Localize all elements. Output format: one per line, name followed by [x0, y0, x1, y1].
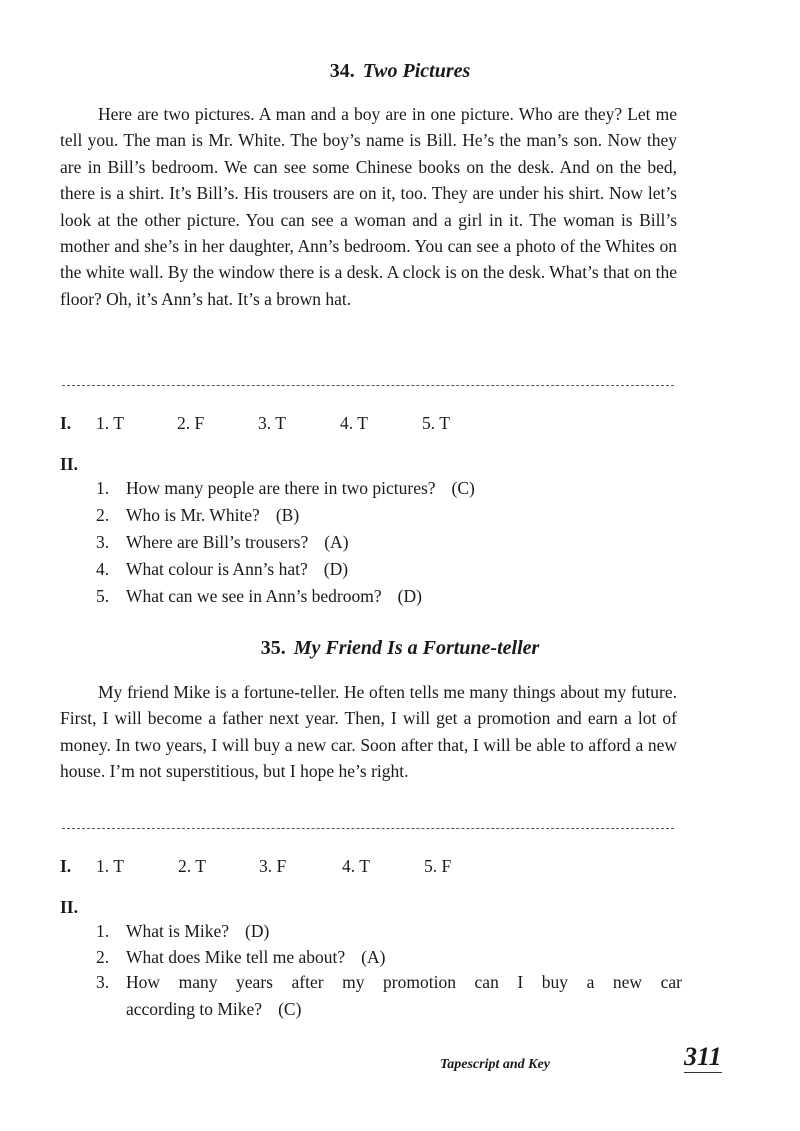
- tf-answer: 5. F: [424, 856, 452, 876]
- section-title-text: My Friend Is a Fortune-teller: [293, 637, 540, 659]
- question-item: 5. What can we see in Ann’s bedroom? (D): [96, 586, 422, 606]
- tf-answer: 3. F: [259, 856, 287, 876]
- section-35-passage: My friend Mike is a fortune-teller. He often tells me many things about my future. First, I will become a father next year. Then, I will get a promotion and earn a lot of money. In two years, I will buy a new car. Soon after that, I will be able to afford a new house. I’m not superstitious, but I hope he’s right.: [60, 682, 677, 782]
- part-1-label: I.: [60, 856, 72, 876]
- dashed-divider: [62, 828, 674, 829]
- question-item: 3. Where are Bill’s trousers? (A): [96, 532, 349, 552]
- tf-answer: 2. F: [177, 413, 205, 433]
- section-title-text: Two Pictures: [362, 60, 471, 82]
- section-34-passage: Here are two pictures. A man and a boy are in one picture. Who are they? Let me tell you. The man is Mr. White. The boy’s name is Bill. He’s the man’s son. Now they are in Bill’s bedroom. We can see some Chinese books on the desk. And on the bed, there is a shirt. It’s Bill’s. His trousers are on it, too. They are under his shirt. Now let’s look at the other picture. You can see a woman and a girl in it. The woman is Bill’s mother and she’s in her daughter, Ann’s bedroom. You can see a photo of the Whites on the white wall. By the window there is a desk. A clock is on the desk. What’s that on the floor? Oh, it’s Ann’s hat. It’s a brown hat.: [60, 104, 677, 309]
- tf-answer: 3. T: [258, 413, 286, 433]
- footer-label: Tapescript and Key: [440, 1057, 550, 1072]
- part-2-label: II.: [60, 897, 78, 917]
- question-item: 2. Who is Mr. White? (B): [96, 505, 300, 525]
- section-number: 34.: [329, 60, 355, 82]
- tf-answer: 1. T: [96, 413, 124, 433]
- section-34-title: [0, 60, 800, 83]
- tf-answer: 4. T: [340, 413, 368, 433]
- question-item: 4. What colour is Ann’s hat? (D): [96, 559, 349, 579]
- question-item: 1. How many people are there in two pictures? (C): [96, 478, 475, 498]
- tf-answer: 4. T: [342, 856, 370, 876]
- question-item: 2. What does Mike tell me about? (A): [96, 947, 386, 967]
- section-number: 35.: [260, 637, 286, 659]
- page-number: 311: [684, 1042, 722, 1071]
- part-2-label: II.: [60, 454, 78, 474]
- dashed-divider: [62, 385, 674, 386]
- section-35-title: [0, 637, 800, 660]
- tf-answer: 5. T: [422, 413, 450, 433]
- question-item: 1. What is Mike? (D): [96, 921, 270, 941]
- tf-answer: 1. T: [96, 856, 124, 876]
- question-item: 3. How many years after my promotion can I buy a new car according to Mike? (C): [96, 972, 682, 1019]
- tf-answer: 2. T: [178, 856, 206, 876]
- part-1-label: I.: [60, 413, 72, 433]
